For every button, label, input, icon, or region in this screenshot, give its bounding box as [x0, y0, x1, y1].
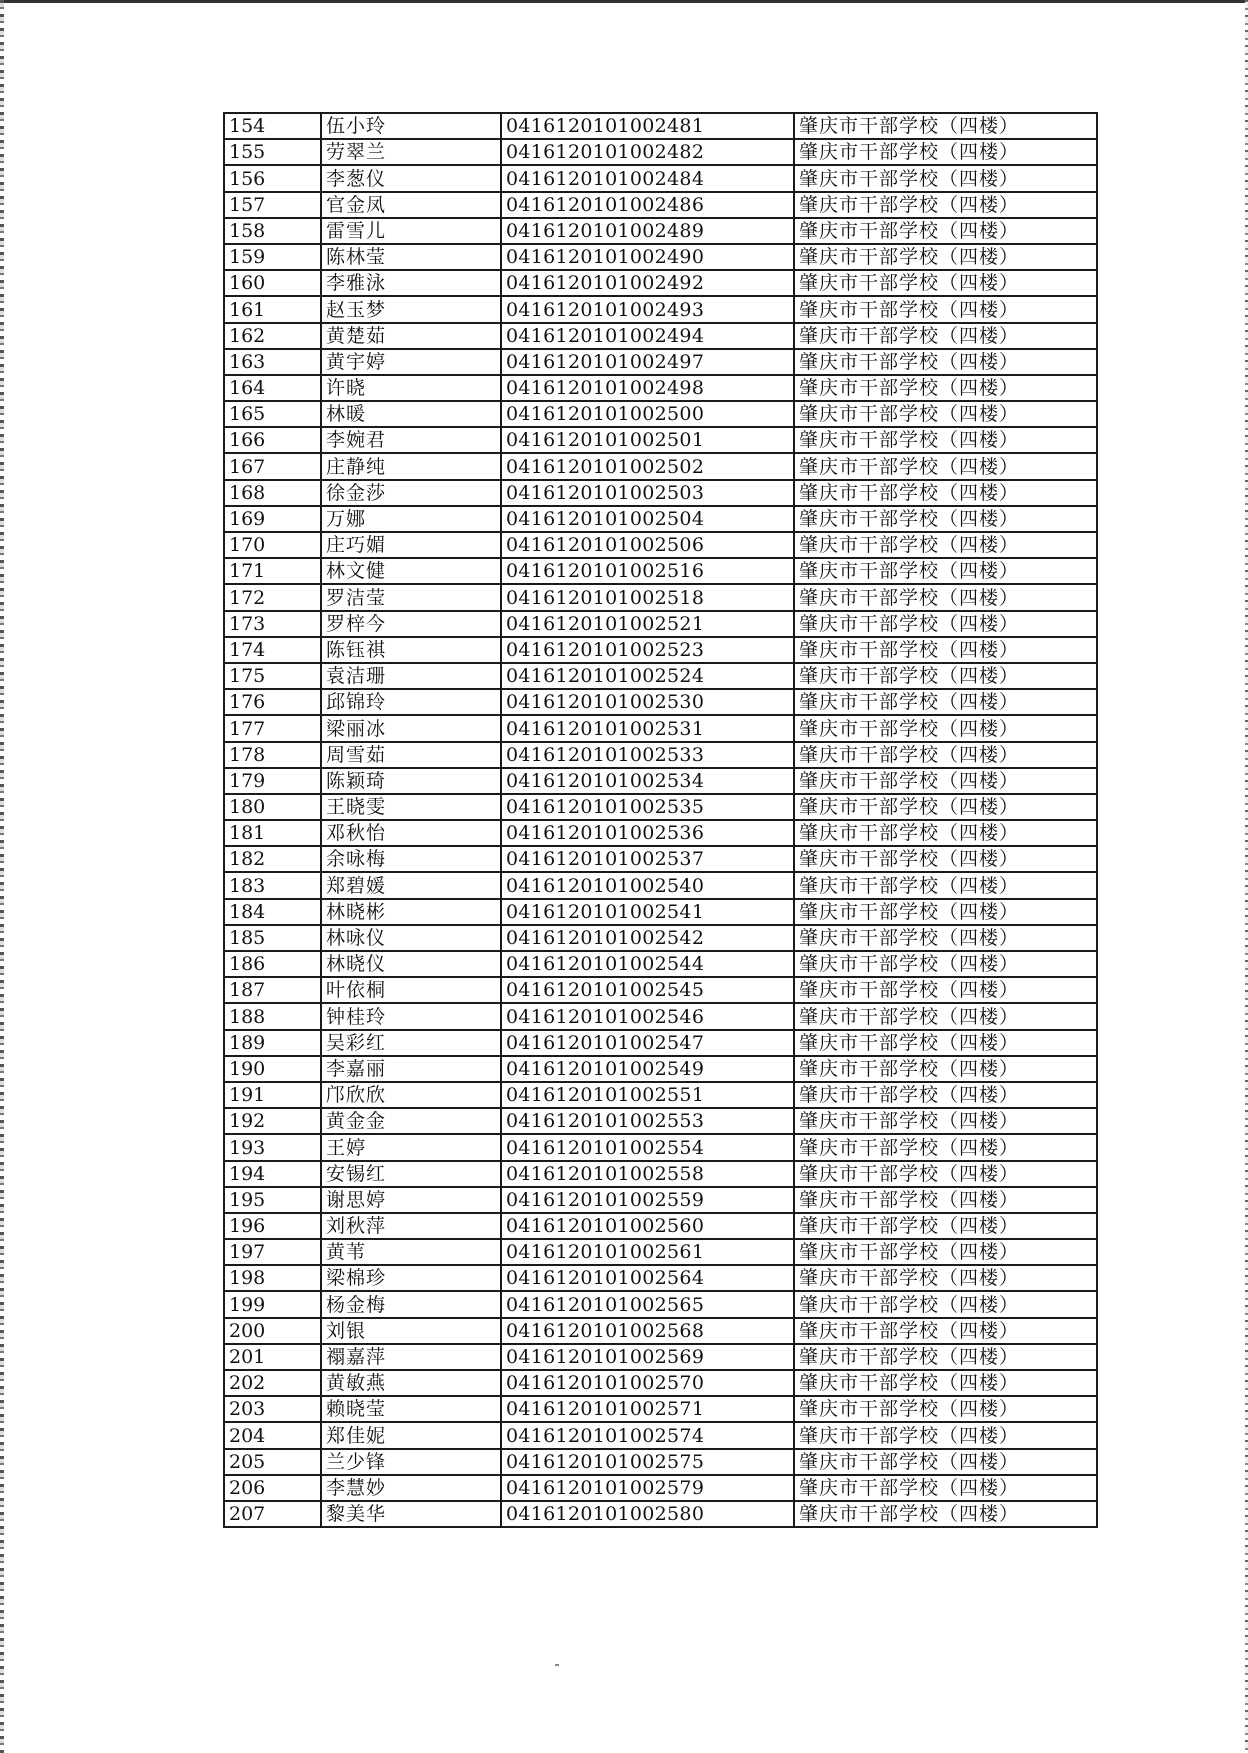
candidate-name-cell: 黄楚茹: [321, 323, 501, 349]
exam-ticket-number-cell: 0416120101002549: [501, 1056, 794, 1082]
exam-ticket-number-cell: 0416120101002571: [501, 1396, 794, 1422]
exam-ticket-number-cell: 0416120101002558: [501, 1161, 794, 1187]
row-number-cell: 167: [224, 453, 321, 479]
row-number-cell: 180: [224, 794, 321, 820]
exam-venue-cell: 肇庆市干部学校（四楼）: [794, 925, 1097, 951]
row-number-cell: 156: [224, 165, 321, 191]
exam-ticket-number-cell: 0416120101002504: [501, 506, 794, 532]
table-row: [224, 1396, 1097, 1422]
exam-venue-cell: 肇庆市干部学校（四楼）: [794, 270, 1097, 296]
exam-ticket-number-cell: 0416120101002492: [501, 270, 794, 296]
exam-ticket-number-cell: 0416120101002530: [501, 689, 794, 715]
row-number-cell: 179: [224, 768, 321, 794]
exam-ticket-number-cell: 0416120101002540: [501, 872, 794, 898]
row-number-cell: 206: [224, 1475, 321, 1501]
exam-ticket-number-cell: 0416120101002554: [501, 1134, 794, 1160]
row-number-cell: 159: [224, 244, 321, 270]
row-number-cell: 187: [224, 977, 321, 1003]
table-row: [224, 846, 1097, 872]
candidate-name-cell: 李慧妙: [321, 1475, 501, 1501]
row-number-cell: 182: [224, 846, 321, 872]
candidate-name-cell: 禤嘉萍: [321, 1344, 501, 1370]
candidate-name-cell: 陈钰祺: [321, 637, 501, 663]
row-number-cell: 183: [224, 872, 321, 898]
exam-ticket-number-cell: 0416120101002561: [501, 1239, 794, 1265]
row-number-cell: 185: [224, 925, 321, 951]
exam-venue-cell: 肇庆市干部学校（四楼）: [794, 1239, 1097, 1265]
exam-venue-cell: 肇庆市干部学校（四楼）: [794, 1318, 1097, 1344]
exam-ticket-number-cell: 0416120101002500: [501, 401, 794, 427]
candidate-name-cell: 罗洁莹: [321, 584, 501, 610]
exam-venue-cell: 肇庆市干部学校（四楼）: [794, 375, 1097, 401]
table-row: [224, 165, 1097, 191]
exam-ticket-number-cell: 0416120101002570: [501, 1370, 794, 1396]
exam-ticket-number-cell: 0416120101002493: [501, 296, 794, 322]
row-number-cell: 196: [224, 1213, 321, 1239]
table-row: [224, 427, 1097, 453]
table-row: [224, 558, 1097, 584]
exam-venue-cell: 肇庆市干部学校（四楼）: [794, 532, 1097, 558]
candidate-name-cell: 雷雪儿: [321, 218, 501, 244]
exam-ticket-number-cell: 0416120101002498: [501, 375, 794, 401]
exam-venue-cell: 肇庆市干部学校（四楼）: [794, 1187, 1097, 1213]
exam-ticket-number-cell: 0416120101002534: [501, 768, 794, 794]
row-number-cell: 170: [224, 532, 321, 558]
candidate-name-cell: 林暖: [321, 401, 501, 427]
candidate-name-cell: 官金凤: [321, 192, 501, 218]
candidate-name-cell: 万娜: [321, 506, 501, 532]
exam-ticket-number-cell: 0416120101002494: [501, 323, 794, 349]
table-row: [224, 1449, 1097, 1475]
candidate-name-cell: 郑碧媛: [321, 872, 501, 898]
candidate-name-cell: 李婉君: [321, 427, 501, 453]
candidate-name-cell: 黎美华: [321, 1501, 501, 1527]
table-row: [224, 689, 1097, 715]
exam-ticket-number-cell: 0416120101002553: [501, 1108, 794, 1134]
table-row: [224, 1108, 1097, 1134]
row-number-cell: 198: [224, 1265, 321, 1291]
exam-ticket-number-cell: 0416120101002565: [501, 1291, 794, 1317]
table-row: [224, 139, 1097, 165]
row-number-cell: 166: [224, 427, 321, 453]
exam-ticket-number-cell: 0416120101002521: [501, 611, 794, 637]
table-row: [224, 375, 1097, 401]
row-number-cell: 181: [224, 820, 321, 846]
row-number-cell: 165: [224, 401, 321, 427]
exam-ticket-number-cell: 0416120101002537: [501, 846, 794, 872]
candidate-name-cell: 刘银: [321, 1318, 501, 1344]
row-number-cell: 193: [224, 1134, 321, 1160]
exam-ticket-number-cell: 0416120101002524: [501, 663, 794, 689]
exam-ticket-number-cell: 0416120101002546: [501, 1003, 794, 1029]
row-number-cell: 174: [224, 637, 321, 663]
candidate-name-cell: 黄敏燕: [321, 1370, 501, 1396]
exam-venue-cell: 肇庆市干部学校（四楼）: [794, 1422, 1097, 1448]
table-row: [224, 349, 1097, 375]
row-number-cell: 201: [224, 1344, 321, 1370]
row-number-cell: 154: [224, 113, 321, 139]
candidate-name-cell: 黄苇: [321, 1239, 501, 1265]
candidate-name-cell: 庄静纯: [321, 453, 501, 479]
row-number-cell: 162: [224, 323, 321, 349]
row-number-cell: 169: [224, 506, 321, 532]
row-number-cell: 200: [224, 1318, 321, 1344]
candidate-name-cell: 赖晓莹: [321, 1396, 501, 1422]
table-row: [224, 1344, 1097, 1370]
exam-venue-cell: 肇庆市干部学校（四楼）: [794, 165, 1097, 191]
exam-venue-cell: 肇庆市干部学校（四楼）: [794, 794, 1097, 820]
exam-venue-cell: 肇庆市干部学校（四楼）: [794, 977, 1097, 1003]
exam-venue-cell: 肇庆市干部学校（四楼）: [794, 820, 1097, 846]
exam-venue-cell: 肇庆市干部学校（四楼）: [794, 480, 1097, 506]
row-number-cell: 176: [224, 689, 321, 715]
table-row: [224, 1318, 1097, 1344]
exam-venue-cell: 肇庆市干部学校（四楼）: [794, 113, 1097, 139]
candidate-name-cell: 林文健: [321, 558, 501, 584]
row-number-cell: 155: [224, 139, 321, 165]
candidate-name-cell: 余咏梅: [321, 846, 501, 872]
exam-ticket-number-cell: 0416120101002481: [501, 113, 794, 139]
candidate-name-cell: 王婷: [321, 1134, 501, 1160]
exam-ticket-number-cell: 0416120101002542: [501, 925, 794, 951]
table-row: [224, 1161, 1097, 1187]
table-row: [224, 270, 1097, 296]
table-row: [224, 715, 1097, 741]
exam-ticket-number-cell: 0416120101002560: [501, 1213, 794, 1239]
exam-ticket-number-cell: 0416120101002579: [501, 1475, 794, 1501]
table-row: [224, 663, 1097, 689]
exam-ticket-number-cell: 0416120101002531: [501, 715, 794, 741]
row-number-cell: 160: [224, 270, 321, 296]
table-row: [224, 1370, 1097, 1396]
exam-venue-cell: 肇庆市干部学校（四楼）: [794, 1501, 1097, 1527]
exam-venue-cell: 肇庆市干部学校（四楼）: [794, 584, 1097, 610]
exam-ticket-number-cell: 0416120101002501: [501, 427, 794, 453]
candidate-name-cell: 黄金金: [321, 1108, 501, 1134]
candidate-name-cell: 徐金莎: [321, 480, 501, 506]
candidate-name-cell: 吴彩红: [321, 1030, 501, 1056]
exam-venue-cell: 肇庆市干部学校（四楼）: [794, 689, 1097, 715]
exam-venue-cell: 肇庆市干部学校（四楼）: [794, 1291, 1097, 1317]
row-number-cell: 205: [224, 1449, 321, 1475]
exam-ticket-number-cell: 0416120101002545: [501, 977, 794, 1003]
candidate-name-cell: 许晓: [321, 375, 501, 401]
exam-venue-cell: 肇庆市干部学校（四楼）: [794, 1056, 1097, 1082]
table-row: [224, 323, 1097, 349]
row-number-cell: 171: [224, 558, 321, 584]
candidate-name-cell: 李雅泳: [321, 270, 501, 296]
row-number-cell: 199: [224, 1291, 321, 1317]
exam-ticket-number-cell: 0416120101002544: [501, 951, 794, 977]
table-row: [224, 1213, 1097, 1239]
exam-ticket-number-cell: 0416120101002574: [501, 1422, 794, 1448]
row-number-cell: 178: [224, 742, 321, 768]
candidate-name-cell: 谢思婷: [321, 1187, 501, 1213]
table-row: [224, 820, 1097, 846]
exam-venue-cell: 肇庆市干部学校（四楼）: [794, 1003, 1097, 1029]
table-row: [224, 1475, 1097, 1501]
exam-venue-cell: 肇庆市干部学校（四楼）: [794, 244, 1097, 270]
exam-venue-cell: 肇庆市干部学校（四楼）: [794, 558, 1097, 584]
table-row: [224, 532, 1097, 558]
exam-venue-cell: 肇庆市干部学校（四楼）: [794, 663, 1097, 689]
exam-venue-cell: 肇庆市干部学校（四楼）: [794, 1161, 1097, 1187]
row-number-cell: 197: [224, 1239, 321, 1265]
exam-venue-cell: 肇庆市干部学校（四楼）: [794, 218, 1097, 244]
candidate-name-cell: 梁棉珍: [321, 1265, 501, 1291]
row-number-cell: 175: [224, 663, 321, 689]
candidate-name-cell: 梁丽冰: [321, 715, 501, 741]
exam-venue-cell: 肇庆市干部学校（四楼）: [794, 192, 1097, 218]
exam-ticket-number-cell: 0416120101002536: [501, 820, 794, 846]
candidate-name-cell: 李葱仪: [321, 165, 501, 191]
table-row: [224, 1082, 1097, 1108]
row-number-cell: 195: [224, 1187, 321, 1213]
table-row: [224, 506, 1097, 532]
exam-venue-cell: 肇庆市干部学校（四楼）: [794, 1396, 1097, 1422]
exam-ticket-number-cell: 0416120101002523: [501, 637, 794, 663]
exam-venue-cell: 肇庆市干部学校（四楼）: [794, 951, 1097, 977]
exam-venue-cell: 肇庆市干部学校（四楼）: [794, 427, 1097, 453]
exam-ticket-number-cell: 0416120101002482: [501, 139, 794, 165]
candidate-name-cell: 赵玉梦: [321, 296, 501, 322]
table-row: [224, 1187, 1097, 1213]
exam-ticket-number-cell: 0416120101002568: [501, 1318, 794, 1344]
row-number-cell: 202: [224, 1370, 321, 1396]
row-number-cell: 184: [224, 899, 321, 925]
exam-venue-cell: 肇庆市干部学校（四楼）: [794, 1213, 1097, 1239]
table-row: [224, 244, 1097, 270]
row-number-cell: 189: [224, 1030, 321, 1056]
row-number-cell: 168: [224, 480, 321, 506]
table-row: [224, 113, 1097, 139]
candidate-name-cell: 邝欣欣: [321, 1082, 501, 1108]
table-row: [224, 1501, 1097, 1527]
table-row: [224, 977, 1097, 1003]
candidate-name-cell: 叶依桐: [321, 977, 501, 1003]
candidate-name-cell: 兰少锋: [321, 1449, 501, 1475]
row-number-cell: 194: [224, 1161, 321, 1187]
exam-ticket-number-cell: 0416120101002497: [501, 349, 794, 375]
exam-venue-cell: 肇庆市干部学校（四楼）: [794, 453, 1097, 479]
exam-venue-cell: 肇庆市干部学校（四楼）: [794, 1475, 1097, 1501]
table-row: [224, 1265, 1097, 1291]
table-row: [224, 480, 1097, 506]
exam-ticket-number-cell: 0416120101002575: [501, 1449, 794, 1475]
row-number-cell: 157: [224, 192, 321, 218]
exam-venue-cell: 肇庆市干部学校（四楼）: [794, 506, 1097, 532]
table-row: [224, 453, 1097, 479]
candidate-name-cell: 李嘉丽: [321, 1056, 501, 1082]
exam-venue-cell: 肇庆市干部学校（四楼）: [794, 323, 1097, 349]
exam-ticket-number-cell: 0416120101002551: [501, 1082, 794, 1108]
table-row: [224, 218, 1097, 244]
row-number-cell: 190: [224, 1056, 321, 1082]
candidate-name-cell: 庄巧媚: [321, 532, 501, 558]
table-row: [224, 296, 1097, 322]
candidate-name-cell: 杨金梅: [321, 1291, 501, 1317]
exam-venue-cell: 肇庆市干部学校（四楼）: [794, 1134, 1097, 1160]
exam-ticket-number-cell: 0416120101002535: [501, 794, 794, 820]
row-number-cell: 177: [224, 715, 321, 741]
exam-venue-cell: 肇庆市干部学校（四楼）: [794, 742, 1097, 768]
exam-ticket-number-cell: 0416120101002580: [501, 1501, 794, 1527]
table-row: [224, 1056, 1097, 1082]
scan-border-top: [0, 0, 1248, 3]
exam-ticket-number-cell: 0416120101002489: [501, 218, 794, 244]
table-row: [224, 637, 1097, 663]
row-number-cell: 164: [224, 375, 321, 401]
exam-ticket-number-cell: 0416120101002486: [501, 192, 794, 218]
candidate-name-cell: 陈林莹: [321, 244, 501, 270]
exam-venue-cell: 肇庆市干部学校（四楼）: [794, 1082, 1097, 1108]
table-row: [224, 401, 1097, 427]
exam-ticket-number-cell: 0416120101002490: [501, 244, 794, 270]
exam-venue-cell: 肇庆市干部学校（四楼）: [794, 1370, 1097, 1396]
row-number-cell: 186: [224, 951, 321, 977]
exam-venue-cell: 肇庆市干部学校（四楼）: [794, 637, 1097, 663]
table-row: [224, 768, 1097, 794]
table-row: [224, 611, 1097, 637]
exam-venue-cell: 肇庆市干部学校（四楼）: [794, 872, 1097, 898]
exam-venue-cell: 肇庆市干部学校（四楼）: [794, 768, 1097, 794]
table-row: [224, 1134, 1097, 1160]
row-number-cell: 163: [224, 349, 321, 375]
exam-ticket-number-cell: 0416120101002559: [501, 1187, 794, 1213]
exam-venue-cell: 肇庆市干部学校（四楼）: [794, 401, 1097, 427]
table-row: [224, 192, 1097, 218]
candidate-name-cell: 钟桂玲: [321, 1003, 501, 1029]
exam-venue-cell: 肇庆市干部学校（四楼）: [794, 349, 1097, 375]
table-row: [224, 1030, 1097, 1056]
table-row: [224, 742, 1097, 768]
exam-venue-cell: 肇庆市干部学校（四楼）: [794, 846, 1097, 872]
exam-ticket-number-cell: 0416120101002484: [501, 165, 794, 191]
row-number-cell: 192: [224, 1108, 321, 1134]
candidate-name-cell: 黄宇婷: [321, 349, 501, 375]
exam-ticket-number-cell: 0416120101002533: [501, 742, 794, 768]
table-row: [224, 1291, 1097, 1317]
exam-ticket-number-cell: 0416120101002547: [501, 1030, 794, 1056]
exam-venue-cell: 肇庆市干部学校（四楼）: [794, 715, 1097, 741]
row-number-cell: 204: [224, 1422, 321, 1448]
candidate-name-cell: 伍小玲: [321, 113, 501, 139]
exam-venue-cell: 肇庆市干部学校（四楼）: [794, 611, 1097, 637]
exam-venue-cell: 肇庆市干部学校（四楼）: [794, 1344, 1097, 1370]
row-number-cell: 207: [224, 1501, 321, 1527]
row-number-cell: 173: [224, 611, 321, 637]
candidate-name-cell: 王晓雯: [321, 794, 501, 820]
roster-table-container: [223, 112, 1096, 1528]
candidate-name-cell: 劳翠兰: [321, 139, 501, 165]
exam-venue-cell: 肇庆市干部学校（四楼）: [794, 139, 1097, 165]
exam-ticket-number-cell: 0416120101002503: [501, 480, 794, 506]
table-row: [224, 925, 1097, 951]
exam-ticket-number-cell: 0416120101002569: [501, 1344, 794, 1370]
candidate-name-cell: 罗梓今: [321, 611, 501, 637]
row-number-cell: 191: [224, 1082, 321, 1108]
row-number-cell: 203: [224, 1396, 321, 1422]
table-row: [224, 794, 1097, 820]
candidate-name-cell: 林晓仪: [321, 951, 501, 977]
exam-ticket-number-cell: 0416120101002564: [501, 1265, 794, 1291]
candidate-name-cell: 邓秋怡: [321, 820, 501, 846]
candidate-name-cell: 陈颖琦: [321, 768, 501, 794]
table-row: [224, 584, 1097, 610]
candidate-name-cell: 安锡红: [321, 1161, 501, 1187]
roster-table-body: [224, 113, 1097, 1527]
candidate-name-cell: 林晓彬: [321, 899, 501, 925]
exam-ticket-number-cell: 0416120101002502: [501, 453, 794, 479]
exam-ticket-number-cell: 0416120101002506: [501, 532, 794, 558]
row-number-cell: 172: [224, 584, 321, 610]
exam-venue-cell: 肇庆市干部学校（四楼）: [794, 899, 1097, 925]
roster-table: [223, 112, 1098, 1528]
row-number-cell: 188: [224, 1003, 321, 1029]
table-row: [224, 872, 1097, 898]
scan-border-left: [0, 0, 4, 1753]
candidate-name-cell: 邱锦玲: [321, 689, 501, 715]
exam-venue-cell: 肇庆市干部学校（四楼）: [794, 1265, 1097, 1291]
exam-venue-cell: 肇庆市干部学校（四楼）: [794, 1449, 1097, 1475]
exam-venue-cell: 肇庆市干部学校（四楼）: [794, 1030, 1097, 1056]
table-row: [224, 951, 1097, 977]
candidate-name-cell: 周雪茹: [321, 742, 501, 768]
candidate-name-cell: 林咏仪: [321, 925, 501, 951]
exam-venue-cell: 肇庆市干部学校（四楼）: [794, 296, 1097, 322]
candidate-name-cell: 郑佳妮: [321, 1422, 501, 1448]
exam-venue-cell: 肇庆市干部学校（四楼）: [794, 1108, 1097, 1134]
exam-ticket-number-cell: 0416120101002541: [501, 899, 794, 925]
scan-speck: [555, 1664, 559, 1666]
candidate-name-cell: 袁洁珊: [321, 663, 501, 689]
row-number-cell: 161: [224, 296, 321, 322]
table-row: [224, 1003, 1097, 1029]
candidate-name-cell: 刘秋萍: [321, 1213, 501, 1239]
exam-ticket-number-cell: 0416120101002518: [501, 584, 794, 610]
row-number-cell: 158: [224, 218, 321, 244]
table-row: [224, 899, 1097, 925]
table-row: [224, 1239, 1097, 1265]
exam-ticket-number-cell: 0416120101002516: [501, 558, 794, 584]
table-row: [224, 1422, 1097, 1448]
